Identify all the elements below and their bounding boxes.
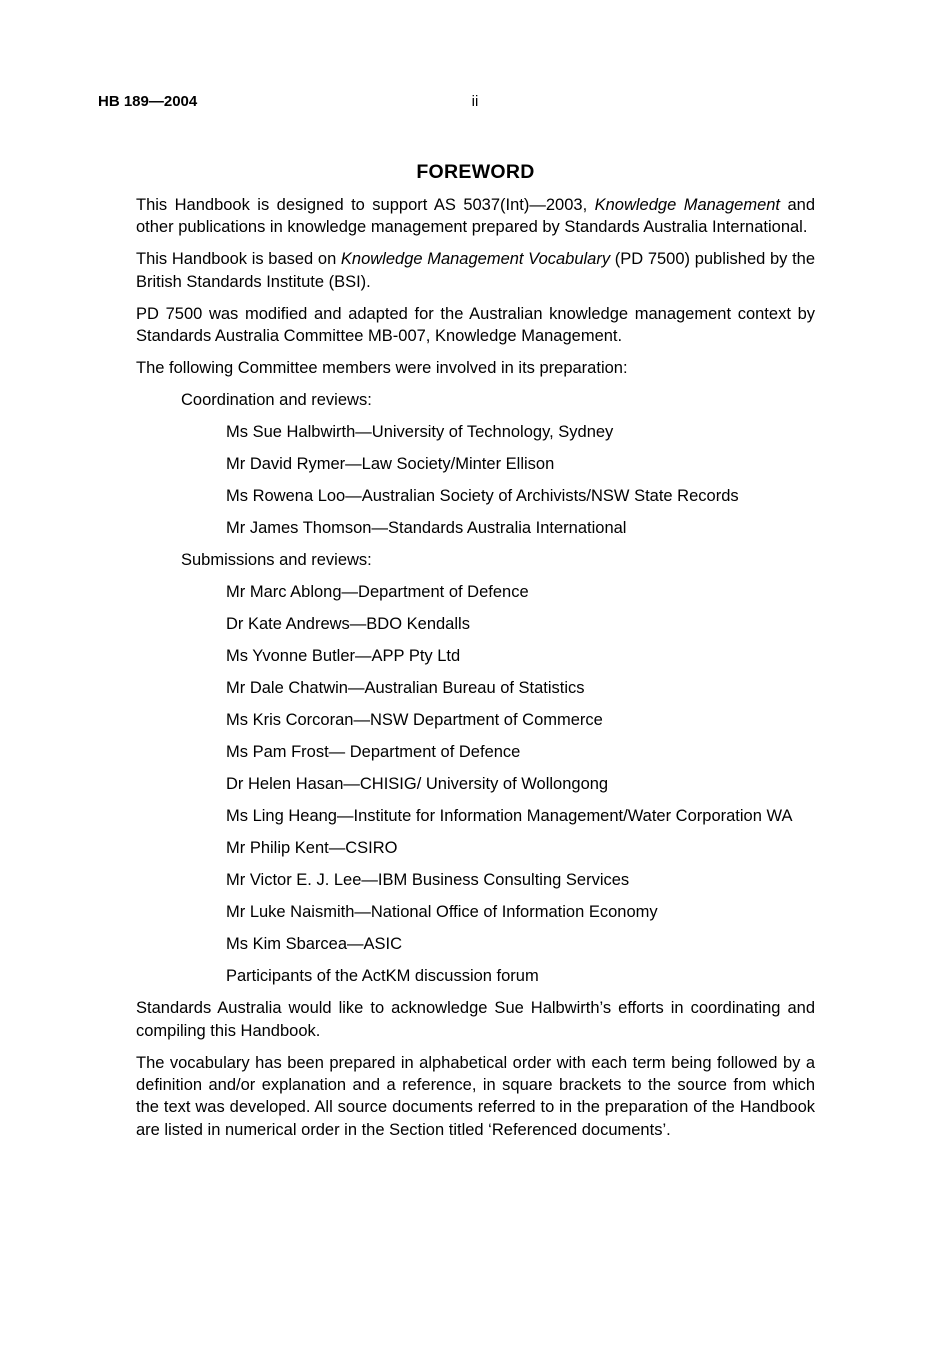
page-title: FOREWORD (416, 161, 535, 183)
intro-text-end: and other publications in knowledge management prepared by Standards Australia International. (136, 196, 815, 237)
coordination-heading: Coordination and reviews: (181, 391, 372, 410)
coordination-member: Ms Sue Halbwirth—University of Technology, Sydney (226, 423, 614, 442)
page-number: ii (471, 93, 479, 110)
submissions-member: Ms Yvonne Butler—APP Pty Ltd (226, 647, 461, 666)
basis-paragraph (136, 248, 815, 293)
foreword-body (136, 194, 815, 1141)
submissions-member: Ms Pam Frost— Department of Defence (226, 743, 521, 762)
submissions-member: Ms Kim Sbarcea—ASIC (226, 935, 403, 954)
intro-paragraph (136, 194, 815, 239)
basis-source-title: Knowledge Management Vocabulary (340, 250, 611, 269)
vocabulary-paragraph: The vocabulary has been prepared in alphabetical order with each term being followed by a definition and/or explanation and a reference, in square brackets to the source from which the text was developed. All source documents referred to in the preparation of the Handbook are listed in numerical order in the Section titled ‘Referenced documents’. (136, 1053, 815, 1139)
submissions-member: Ms Ling Heang—Institute for Information Management/Water Corporation WA (226, 807, 793, 826)
committee-intro-paragraph: The following Committee members were involved in its preparation: (136, 359, 628, 378)
submissions-heading: Submissions and reviews: (181, 551, 372, 570)
intro-standard-title: Knowledge Management (594, 196, 781, 214)
submissions-member: Mr Victor E. J. Lee—IBM Business Consulting Services (226, 871, 630, 890)
coordination-member: Ms Rowena Loo—Australian Society of Archivists/NSW State Records (226, 487, 739, 506)
submissions-member: Dr Kate Andrews—BDO Kendalls (226, 615, 470, 634)
submissions-member: Ms Kris Corcoran—NSW Department of Commerce (226, 711, 603, 730)
submissions-member: Participants of the ActKM discussion forum (226, 967, 539, 986)
submissions-member: Mr Marc Ablong—Department of Defence (226, 583, 529, 602)
submissions-member: Mr Luke Naismith—National Office of Information Economy (226, 903, 658, 922)
basis-text-start: This Handbook is based on (136, 250, 341, 269)
coordination-member: Mr James Thomson—Standards Australia International (226, 519, 627, 538)
document-id: HB 189—2004 (98, 93, 198, 110)
acknowledgement-paragraph: Standards Australia would like to acknowledge Sue Halbwirth’s efforts in coordinating and compiling this Handbook. (136, 999, 815, 1040)
submissions-member: Dr Helen Hasan—CHISIG/ University of Wollongong (226, 775, 609, 794)
adaptation-paragraph: PD 7500 was modified and adapted for the Australian knowledge management context by Standards Australia Committee MB-007, Knowledge Management. (136, 304, 815, 346)
intro-text-start: This Handbook is designed to support AS 5037(Int)—2003, (136, 196, 595, 214)
coordination-member: Mr David Rymer—Law Society/Minter Ellison (226, 455, 555, 474)
submissions-member: Mr Philip Kent—CSIRO (226, 839, 398, 858)
basis-text-end: (PD 7500) published by the British Standards Institute (BSI). (136, 250, 816, 291)
submissions-member: Mr Dale Chatwin—Australian Bureau of Statistics (226, 679, 585, 698)
